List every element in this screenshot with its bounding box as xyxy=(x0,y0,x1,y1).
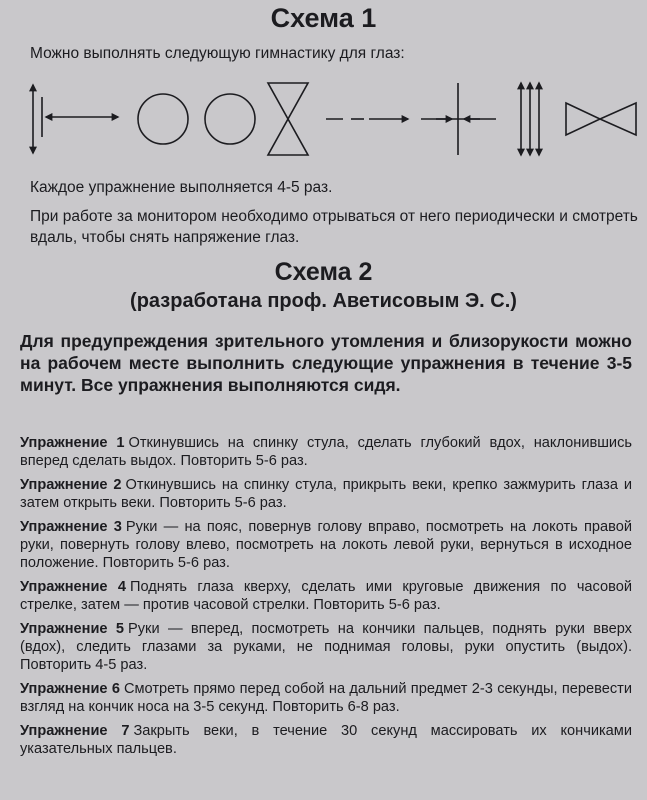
exercise-name: Упражнение 4 xyxy=(20,579,126,595)
exercise-item xyxy=(20,476,632,512)
exercise-text: Руки — на пояс, повернув голову вправо, посмотреть на локоть правой руки, повернуть голову влево, посмотреть на локоть левой руки, вернуться в исходное положение. Повторить 5-6 раз. xyxy=(20,519,632,571)
exercise-text: Откинувшись на спинку стула, сделать глубокий вдох, наклонившись вперед сделать выдох. Повторить 5-6 раз. xyxy=(20,435,632,469)
scheme1-monitor-note: При работе за монитором необходимо отрываться от него периодически и смотреть вдаль, чтобы снять напряжение глаз. xyxy=(30,208,638,246)
exercise-name: Упражнение 2 xyxy=(20,477,122,493)
parallel-arrows-icon xyxy=(521,83,539,155)
scheme1-title: Схема 1 xyxy=(270,3,377,33)
exercise-item xyxy=(20,434,632,470)
exercise-item xyxy=(20,578,632,614)
exercise-name: Упражнение 6 xyxy=(20,681,120,697)
exercise-name: Упражнение 3 xyxy=(20,519,122,535)
exercise-name: Упражнение 7 xyxy=(20,723,130,739)
circle-icon xyxy=(205,94,255,144)
scheme2-subtitle: (разработана проф. Аветисовым Э. С.) xyxy=(130,290,517,312)
scheme2-lead: Для предупреждения зрительного утомления и близорукости можно на рабочем месте выполнить следующие упражнения в течение 3-5 минут. Все упражнения выполняются сидя. xyxy=(20,331,632,395)
exercise-item xyxy=(20,518,632,572)
exercise-text: Поднять глаза кверху, сделать ими круговые движения по часовой стрелке, затем — против часовой стрелки. Повторить 5-6 раз. xyxy=(20,579,632,613)
eye-exercise-diagram xyxy=(0,75,647,175)
circle-icon xyxy=(138,94,188,144)
hourglass-icon xyxy=(268,83,308,155)
exercise-text: Руки — вперед, посмотреть на кончики пальцев, поднять руки вверх (вдох), следить глазами за руками, не поднимая головы, руки опустить (выдох). Повторить 4-5 раз. xyxy=(20,621,632,673)
horizontal-arrow-icon xyxy=(42,97,118,137)
exercise-text: Закрыть веки, в течение 30 секунд массировать их кончиками указательных пальцев. xyxy=(20,723,632,757)
exercise-name: Упражнение 1 xyxy=(20,435,125,451)
exercise-item xyxy=(20,680,632,716)
scheme1-repeat-note: Каждое упражнение выполняется 4-5 раз. xyxy=(30,179,333,196)
scheme1-intro: Можно выполнять следующую гимнастику для глаз: xyxy=(30,45,405,62)
bowtie-icon xyxy=(566,103,636,135)
scheme2-title: Схема 2 xyxy=(274,258,373,286)
cross-arrows-icon xyxy=(421,83,496,155)
exercise-item xyxy=(20,722,632,758)
exercise-list xyxy=(20,434,632,764)
exercise-item xyxy=(20,620,632,674)
exercise-text: Откинувшись на спинку стула, прикрыть веки, крепко зажмурить глаза и затем открыть веки. Повторить 5-6 раз. xyxy=(20,477,632,511)
exercise-text: Смотреть прямо перед собой на дальний предмет 2-3 секунды, перевести взгляд на кончик носа на 3-5 секунд. Повторить 6-8 раз. xyxy=(20,681,632,715)
exercise-name: Упражнение 5 xyxy=(20,621,125,637)
